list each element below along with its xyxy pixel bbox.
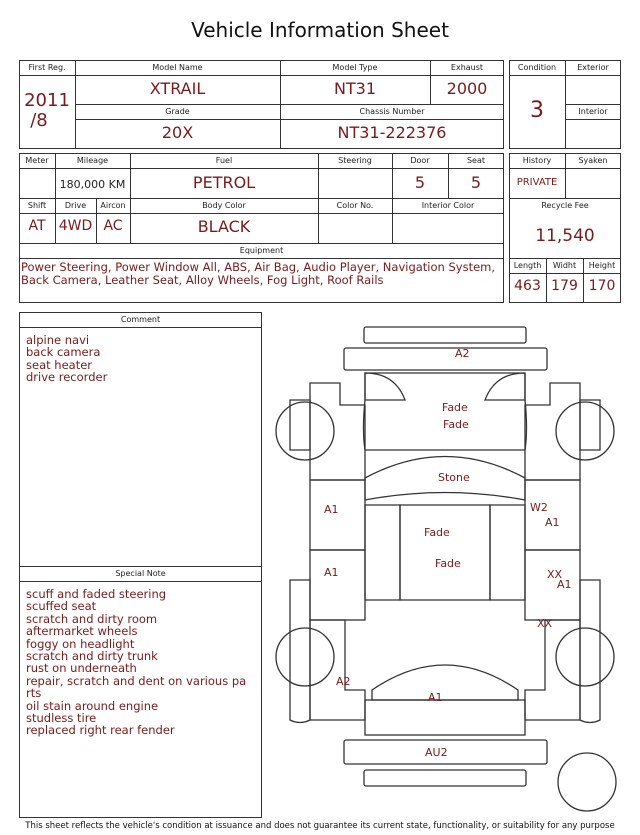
right-body-side (525, 383, 580, 480)
cabin-right (490, 505, 525, 600)
roof (400, 505, 490, 600)
left-body-side (310, 383, 365, 480)
equipment-value: Power Steering, Power Window All, ABS, Air Bag, Audio Player, Navigation System, Back Camera, Leather Seat, Alloy Wheels, Fog Light, Roof Rails (21, 260, 496, 287)
front-right-lamp (485, 373, 525, 400)
shift-value: AT (28, 218, 46, 234)
condition-value: 3 (530, 98, 544, 123)
special-note-item: scratch and dirty room (26, 611, 158, 626)
damage-hood-1: Fade (442, 401, 468, 414)
fuel-label: Fuel (215, 156, 233, 165)
rear-right-wheel (556, 628, 614, 686)
chassis-value: NT31-222376 (337, 123, 447, 142)
damage-right-rear-xx: XX (547, 568, 563, 581)
front-grille-strip (364, 327, 526, 343)
tailgate (365, 700, 525, 735)
special-note-item: studless tire (26, 711, 97, 726)
height-label: Height (588, 261, 616, 270)
special-note-item: aftermarket wheels (26, 624, 138, 639)
length-label: Length (513, 261, 542, 270)
comment-panel (19, 312, 262, 818)
right-rear-door (525, 550, 580, 620)
damage-right-rear-a1: A1 (557, 578, 572, 591)
height-value: 170 (588, 278, 616, 294)
special-note-item: rust on underneath (26, 661, 137, 676)
meter-label: Meter (25, 156, 49, 165)
damage-rear-window: A1 (428, 691, 443, 704)
front-left-lamp (365, 373, 405, 400)
length-value: 463 (514, 278, 541, 294)
damage-left-rear-door: A1 (324, 566, 339, 579)
left-rear-door (310, 550, 365, 620)
interior-label: Interior (578, 107, 608, 116)
rear-left-wheel (276, 628, 334, 686)
exhaust-label: Exhaust (450, 63, 484, 72)
body-color-label: Body Color (202, 201, 246, 210)
comment-item: alpine navi (26, 333, 90, 347)
cabin-left (365, 505, 400, 600)
front-bumper-panel (344, 348, 547, 370)
right-front-door (525, 480, 580, 550)
special-note-item: scratch and dirty trunk (26, 649, 158, 664)
comment-item: drive recorder (26, 370, 108, 385)
shift-label: Shift (27, 201, 47, 210)
fuel-value: PETROL (192, 173, 256, 192)
special-note-item: rts (26, 686, 42, 701)
special-note-item: replaced right rear fender (26, 723, 175, 738)
rear-lower-strip (364, 770, 526, 786)
history-label: History (522, 156, 552, 165)
spare-tire (558, 753, 616, 811)
damage-windshield: Stone (438, 471, 470, 484)
aircon-value: AC (103, 218, 123, 234)
exterior-label: Exterior (577, 63, 609, 72)
model-name-value: XTRAIL (149, 79, 206, 98)
recycle-fee-value: 11,540 (535, 226, 595, 246)
mileage-value: 180,000 KM (59, 178, 126, 191)
damage-front-bumper: A2 (455, 347, 470, 360)
special-note-item: scuff and faded steering (26, 587, 167, 601)
special-note-item: oil stain around engine (26, 698, 159, 713)
first-reg-month: /8 (30, 110, 48, 131)
damage-roof-1: Fade (424, 526, 450, 539)
special-note-item: scuffed seat (26, 599, 97, 614)
damage-rear-bumper: AU2 (425, 746, 448, 759)
drive-label: Drive (64, 201, 87, 210)
right-quarter (525, 620, 580, 720)
exhaust-value: 2000 (446, 79, 488, 98)
page-title: Vehicle Information Sheet (191, 18, 449, 42)
damage-left-front-door: A1 (324, 503, 339, 516)
history-value: PRIVATE (516, 177, 558, 188)
comment-item: back camera (26, 345, 101, 360)
model-type-label: Model Type (332, 63, 378, 72)
disclaimer-footer: This sheet reflects the vehicle's condition at issuance and does not guarantee its current state, functionality, or suitability for any purpose (25, 821, 615, 831)
model-name-label: Model Name (152, 63, 203, 72)
damage-right-front-a1: A1 (545, 516, 560, 529)
damage-roof-2: Fade (435, 557, 461, 570)
door-label: Door (410, 156, 430, 165)
color-no-label: Color No. (336, 201, 374, 210)
right-front-fender (580, 400, 600, 450)
door-value: 5 (414, 173, 426, 192)
damage-hood-2: Fade (443, 418, 469, 431)
body-color-value: BLACK (197, 217, 251, 236)
steering-label: Steering (338, 156, 372, 165)
front-right-wheel (556, 402, 614, 460)
seat-value: 5 (470, 173, 482, 192)
grade-label: Grade (165, 107, 190, 116)
aircon-label: Aircon (100, 201, 126, 210)
special-note-item: foggy on headlight (26, 636, 135, 651)
width-label: Widht (552, 261, 577, 270)
comment-list (26, 334, 256, 384)
damage-right-quarter-xx: XX (537, 617, 553, 630)
right-rear-fender (580, 580, 600, 723)
interior-color-label: Interior Color (421, 201, 475, 210)
special-note-list (26, 588, 258, 737)
grade-value: 20X (161, 123, 194, 142)
left-front-fender (290, 400, 310, 450)
special-note-item: repair, scratch and dent on various pa (26, 673, 247, 688)
damage-right-front-w2: W2 (530, 501, 548, 514)
recycle-fee-label: Recycle Fee (541, 201, 589, 210)
seat-label: Seat (466, 156, 486, 165)
rear-window (372, 665, 518, 700)
model-type-value: NT31 (333, 79, 377, 98)
drive-value: 4WD (58, 218, 93, 234)
special-note-label: Special Note (115, 569, 166, 578)
chassis-label: Chassis Number (359, 107, 425, 116)
first-reg-label: First Reg. (28, 63, 66, 72)
comment-item: seat heater (26, 357, 93, 372)
first-reg-year: 2011 (24, 90, 70, 111)
mileage-label: Mileage (76, 156, 109, 165)
damage-left-rear-fender: A2 (336, 675, 351, 688)
equipment-label: Equipment (239, 246, 284, 255)
left-rear-fender (290, 580, 310, 723)
left-quarter (310, 620, 365, 720)
front-left-wheel (276, 402, 334, 460)
width-value: 179 (551, 278, 578, 294)
syaken-label: Syaken (578, 156, 608, 165)
condition-label: Condition (517, 63, 557, 72)
comment-label: Comment (120, 315, 161, 324)
